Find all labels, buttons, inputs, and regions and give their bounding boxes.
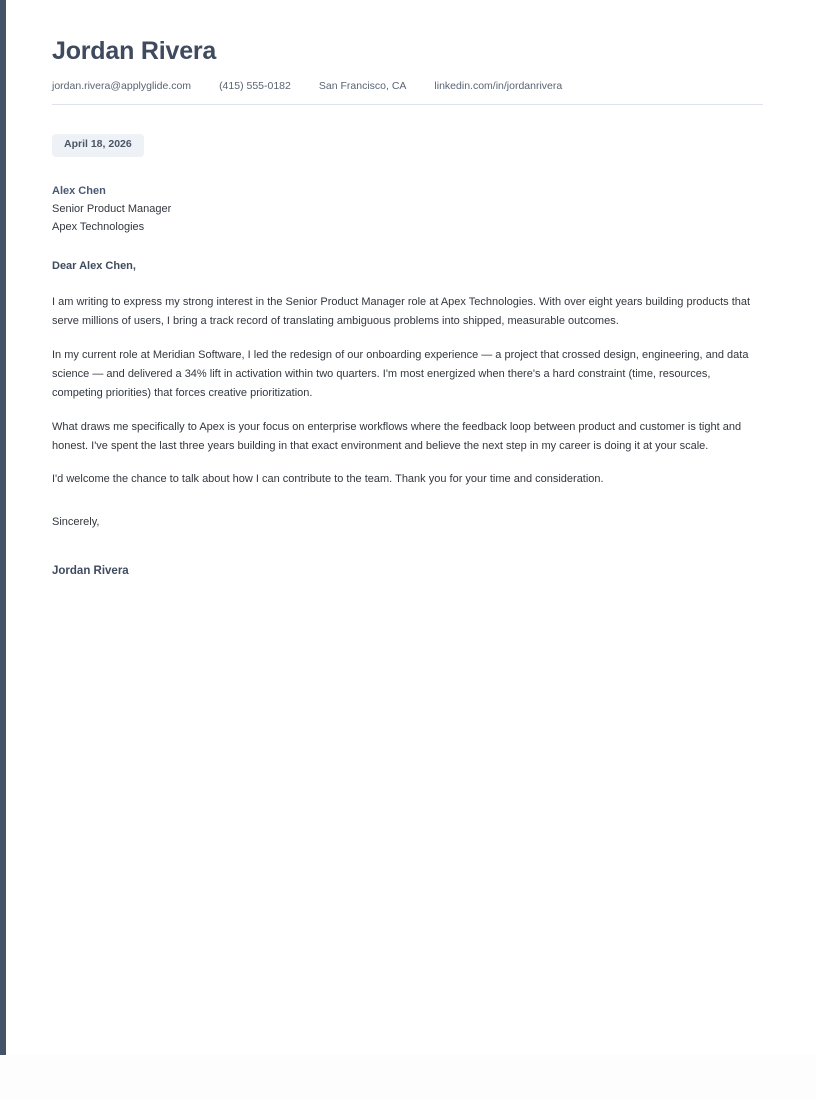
recipient-block — [52, 182, 764, 237]
contact-email[interactable]: jordan.rivera@applyglide.com — [52, 79, 192, 92]
header-divider — [52, 104, 763, 105]
signoff: Sincerely, — [52, 516, 100, 529]
signature-name: Jordan Rivera — [52, 564, 129, 577]
body-paragraph: I'd welcome the chance to talk about how I can contribute to the team. Thank you for your time and consideration. — [52, 473, 604, 486]
recipient-name: Alex Chen — [52, 184, 106, 197]
contact-location: San Francisco, CA — [318, 79, 407, 92]
recipient-title: Senior Product Manager — [52, 203, 172, 216]
recipient-company: Apex Technologies — [52, 221, 145, 234]
contact-line — [52, 80, 764, 93]
candidate-name: Jordan Rivera — [52, 37, 217, 65]
letter-date-badge: April 18, 2026 — [52, 134, 144, 157]
contact-linkedin[interactable]: linkedin.com/in/jordanrivera — [434, 79, 563, 92]
letter-header — [52, 0, 764, 105]
page-accent-bar — [0, 0, 6, 1055]
contact-phone[interactable]: (415) 555-0182 — [219, 79, 291, 92]
body-paragraph: What draws me specifically to Apex is your focus on enterprise workflows where the feedback loop between product and customer is tight and honest. I've spent the last three years building in that exact environment and believe the next step in my career is doing it at your scale. — [52, 420, 742, 452]
letter-content — [52, 0, 764, 579]
body-paragraph: I am writing to express my strong interest in the Senior Product Manager role at Apex Technologies. With over eight years building products that serve millions of users, I bring a track record of translating ambiguous problems into shipped, measurable outcomes. — [52, 296, 751, 328]
salutation: Dear Alex Chen, — [52, 259, 136, 272]
letter-body — [52, 293, 764, 489]
body-paragraph: In my current role at Meridian Software, I led the redesign of our onboarding experience — a project that crossed design, engineering, and data science — and delivered a 34% lift in activation within two quarters. I'm most energized when there's a hard constraint (time, resources, competing priorities) that forces creative prioritization. — [52, 348, 749, 400]
date-row — [52, 134, 764, 157]
